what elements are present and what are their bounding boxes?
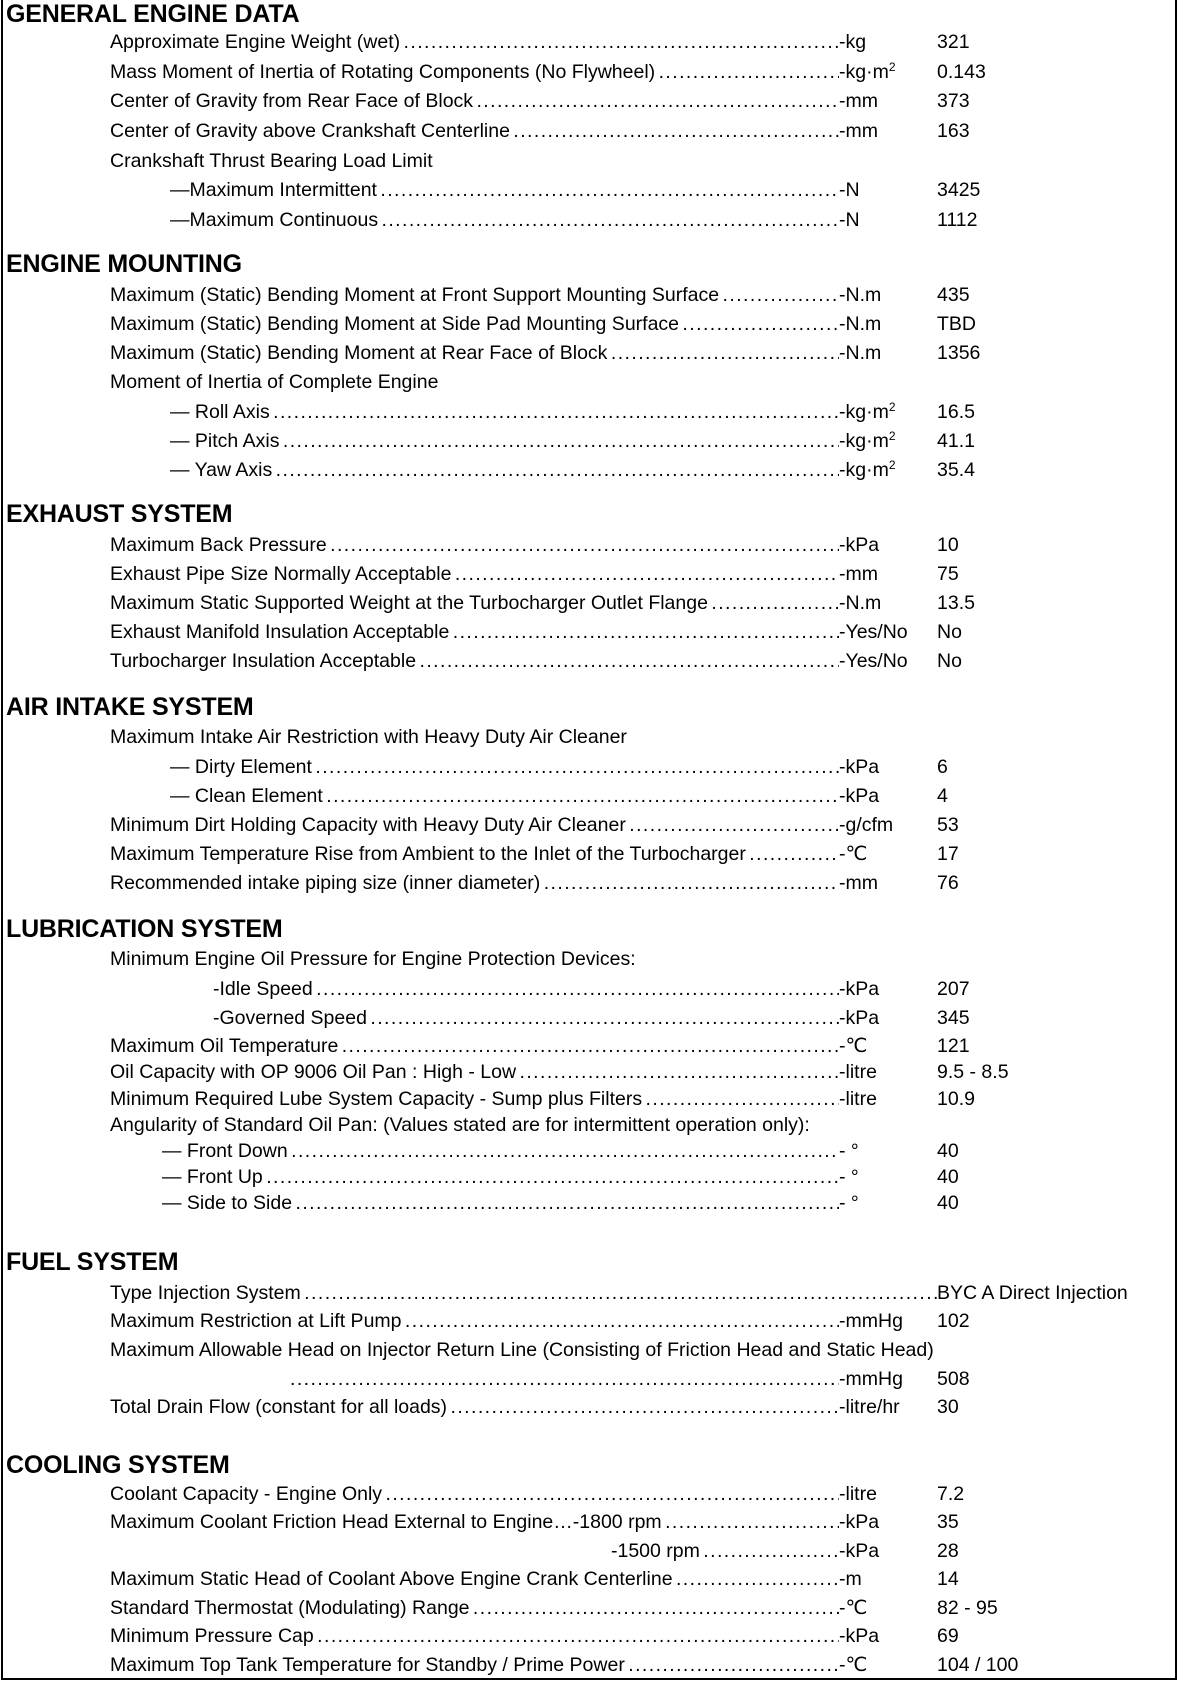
spec-row (0, 1281, 1176, 1305)
spec-row (0, 400, 1176, 424)
spec-value: 0.143 (937, 61, 986, 83)
spec-row (0, 341, 1176, 365)
spec-value: 53 (937, 814, 959, 836)
spec-unit: -litre (839, 1483, 877, 1505)
spec-row (0, 1060, 1176, 1084)
section-title-exhaust-system: EXHAUST SYSTEM (6, 500, 233, 528)
spec-label: -Idle Speed . . . (213, 977, 839, 1001)
spec-row (0, 871, 1176, 895)
spec-row (0, 649, 1176, 673)
spec-label: Center of Gravity above Crankshaft Centerline . . . (110, 119, 839, 143)
spec-row (0, 89, 1176, 113)
spec-value: 207 (937, 978, 970, 1000)
spec-label: Maximum (Static) Bending Moment at Front Support Mounting Surface . . . (110, 283, 839, 307)
spec-unit: -N (839, 179, 860, 201)
spec-row (0, 149, 1176, 173)
spec-label: Moment of Inertia of Complete Engine (110, 371, 439, 393)
spec-label: Crankshaft Thrust Bearing Load Limit (110, 150, 433, 172)
spec-label: Mass Moment of Inertia of Rotating Components (No Flywheel) . . . (110, 60, 839, 84)
spec-unit: - ° (839, 1140, 859, 1162)
spec-unit: $-kg\cdot m^2$ (839, 429, 896, 452)
spec-value: 3425 (937, 179, 981, 201)
spec-row (0, 1510, 1176, 1534)
spec-label: — Roll Axis . . . (170, 400, 839, 424)
spec-row (0, 429, 1176, 453)
spec-value: 121 (937, 1035, 970, 1057)
spec-label: Oil Capacity with OP 9006 Oil Pan : High - Low . . . (110, 1060, 839, 1084)
spec-label: Maximum Top Tank Temperature for Standby / Prime Power . . . (110, 1653, 839, 1677)
spec-unit: -kPa (839, 785, 880, 807)
spec-value: 40 (937, 1192, 959, 1214)
spec-unit: - ° (839, 1166, 859, 1188)
spec-label: —Maximum Continuous . . . (170, 208, 839, 232)
spec-unit: -mmHg (839, 1368, 903, 1390)
spec-row (0, 1539, 1176, 1563)
spec-unit: -kPa (839, 756, 880, 778)
spec-label: Exhaust Manifold Insulation Acceptable . . . (110, 620, 839, 644)
spec-value: No (937, 650, 962, 672)
spec-row (0, 620, 1176, 644)
section-title-general-engine-data: GENERAL ENGINE DATA (6, 0, 300, 28)
spec-unit: -℃ (839, 1654, 868, 1676)
spec-label: Total Drain Flow (constant for all loads) . . . (110, 1395, 839, 1419)
spec-value: 17 (937, 843, 959, 865)
spec-label: Exhaust Pipe Size Normally Acceptable . . . (110, 562, 839, 586)
spec-row (0, 1113, 1176, 1137)
spec-label: Standard Thermostat (Modulating) Range . . . (110, 1596, 839, 1620)
spec-value: 435 (937, 284, 970, 306)
spec-row (0, 1367, 1176, 1391)
spec-value: 75 (937, 563, 959, 585)
spec-value: 30 (937, 1396, 959, 1418)
spec-value: 10 (937, 534, 959, 556)
spec-unit: -kPa (839, 1511, 880, 1533)
spec-row (0, 562, 1176, 586)
spec-unit: $-kg\cdot m^2$ (839, 400, 896, 423)
spec-value: 9.5 - 8.5 (937, 1061, 1009, 1083)
spec-label: Maximum (Static) Bending Moment at Rear Face of Block . . . (110, 341, 839, 365)
spec-row (0, 1309, 1176, 1333)
spec-row (0, 60, 1176, 84)
spec-row (0, 784, 1176, 808)
spec-value: 76 (937, 872, 959, 894)
spec-label: Maximum Coolant Friction Head External to Engine…-1800 rpm . . . (110, 1510, 839, 1534)
spec-unit: -litre (839, 1061, 877, 1083)
spec-unit: -g/cfm (839, 814, 894, 836)
spec-label: Minimum Engine Oil Pressure for Engine Protection Devices: (110, 948, 636, 970)
spec-unit: -mm (839, 120, 878, 142)
section-title-engine-mounting: ENGINE MOUNTING (6, 250, 242, 278)
spec-value: 102 (937, 1310, 970, 1332)
spec-row (0, 1087, 1176, 1111)
spec-value: 40 (937, 1166, 959, 1188)
section-title-lubrication-system: LUBRICATION SYSTEM (6, 915, 283, 943)
spec-unit: -mm (839, 90, 878, 112)
spec-label: Maximum Restriction at Lift Pump . . . (110, 1309, 839, 1333)
spec-row (0, 178, 1176, 202)
spec-value: 345 (937, 1007, 970, 1029)
spec-value: 163 (937, 120, 970, 142)
spec-unit: -℃ (839, 1035, 868, 1057)
spec-label: Approximate Engine Weight (wet) . . . (110, 30, 839, 54)
spec-row (0, 591, 1176, 615)
spec-row (0, 1653, 1176, 1677)
spec-row (0, 755, 1176, 779)
spec-row (0, 725, 1176, 749)
spec-row (0, 1139, 1176, 1163)
spec-row (0, 119, 1176, 143)
spec-value: 6 (937, 756, 948, 778)
spec-label: Maximum Static Head of Coolant Above Engine Crank Centerline . . . (110, 1567, 839, 1591)
spec-unit: -kg (839, 31, 867, 53)
spec-value: 35 (937, 1511, 959, 1533)
section-title-air-intake-system: AIR INTAKE SYSTEM (6, 693, 254, 721)
spec-label: — Side to Side . . . (162, 1191, 839, 1215)
spec-unit: -N.m (839, 313, 882, 335)
spec-row (0, 1395, 1176, 1419)
spec-unit: -N.m (839, 342, 882, 364)
spec-label: Type Injection System . . . (110, 1281, 937, 1305)
spec-label: Recommended intake piping size (inner diameter) . . . (110, 871, 839, 895)
spec-unit: -litre (839, 1088, 877, 1110)
spec-row (0, 842, 1176, 866)
spec-value: 508 (937, 1368, 970, 1390)
spec-row (0, 813, 1176, 837)
spec-value: No (937, 621, 962, 643)
spec-unit: $-kg\cdot m^2$ (839, 60, 896, 83)
spec-unit: -kPa (839, 534, 880, 556)
spec-row (0, 1338, 1176, 1362)
spec-unit: -℃ (839, 1597, 868, 1619)
spec-unit: -℃ (839, 843, 868, 865)
spec-row (0, 977, 1176, 1001)
spec-row (0, 1567, 1176, 1591)
spec-label: Minimum Dirt Holding Capacity with Heavy Duty Air Cleaner . . . (110, 813, 839, 837)
spec-value: 69 (937, 1625, 959, 1647)
spec-label: Coolant Capacity - Engine Only . . . (110, 1482, 839, 1506)
spec-unit: $-kg\cdot m^2$ (839, 458, 896, 481)
spec-row (0, 1165, 1176, 1189)
spec-label: —Maximum Intermittent . . . (170, 178, 839, 202)
spec-label: Center of Gravity from Rear Face of Block . . . (110, 89, 839, 113)
spec-value: 82 - 95 (937, 1597, 998, 1619)
spec-unit: -litre/hr (839, 1396, 900, 1418)
spec-row (0, 1034, 1176, 1058)
spec-label: — Pitch Axis . . . (170, 429, 839, 453)
spec-value: 35.4 (937, 459, 975, 481)
spec-value: 40 (937, 1140, 959, 1162)
spec-row (0, 30, 1176, 54)
spec-unit: - ° (839, 1192, 859, 1214)
spec-value: 104 / 100 (937, 1654, 1019, 1676)
spec-value: 7.2 (937, 1483, 965, 1505)
spec-label: Angularity of Standard Oil Pan: (Values stated are for intermittent operation only): (110, 1114, 810, 1136)
spec-unit: -kPa (839, 1625, 880, 1647)
spec-row (0, 1596, 1176, 1620)
spec-row (0, 312, 1176, 336)
spec-row (0, 1624, 1176, 1648)
spec-row (0, 208, 1176, 232)
spec-unit: -kPa (839, 1540, 880, 1562)
spec-row (0, 370, 1176, 394)
spec-value: 13.5 (937, 592, 975, 614)
spec-row (0, 1191, 1176, 1215)
spec-label: Turbocharger Insulation Acceptable . . . (110, 649, 839, 673)
spec-label: Maximum Temperature Rise from Ambient to the Inlet of the Turbocharger . . . (110, 842, 839, 866)
spec-label: Maximum Oil Temperature . . . (110, 1034, 839, 1058)
spec-label: Maximum Allowable Head on Injector Return Line (Consisting of Friction Head and Static Head) (110, 1339, 934, 1361)
spec-label: -Governed Speed . . . (213, 1006, 839, 1030)
spec-value: 1112 (937, 209, 978, 231)
spec-unit: -Yes/No (839, 650, 908, 672)
spec-unit: -N (839, 209, 860, 231)
spec-label: Maximum Static Supported Weight at the Turbocharger Outlet Flange . . . (110, 591, 839, 615)
spec-value: 10.9 (937, 1088, 975, 1110)
spec-unit: -mmHg (839, 1310, 903, 1332)
section-title-cooling-system: COOLING SYSTEM (6, 1451, 230, 1479)
spec-value: 373 (937, 90, 970, 112)
spec-value: BYC A Direct Injection (937, 1282, 1128, 1304)
spec-value: 28 (937, 1540, 959, 1562)
spec-unit: -kPa (839, 978, 880, 1000)
spec-unit: -mm (839, 563, 878, 585)
spec-row (0, 1482, 1176, 1506)
spec-label: Maximum Intake Air Restriction with Heavy Duty Air Cleaner (110, 726, 627, 748)
spec-label: — Yaw Axis . . . (170, 458, 839, 482)
spec-row (0, 458, 1176, 482)
spec-value: 41.1 (937, 430, 975, 452)
spec-label: -1500 rpm . . . (611, 1539, 839, 1563)
spec-label: Minimum Pressure Cap . . . (110, 1624, 839, 1648)
spec-row (0, 283, 1176, 307)
spec-unit: -N.m (839, 284, 882, 306)
spec-value: 321 (937, 31, 970, 53)
spec-unit: -kPa (839, 1007, 880, 1029)
spec-label: Maximum (Static) Bending Moment at Side Pad Mounting Surface . . . (110, 312, 839, 336)
spec-value: 14 (937, 1568, 959, 1590)
spec-value: 4 (937, 785, 948, 807)
spec-label: — Dirty Element . . . (170, 755, 839, 779)
spec-value: TBD (937, 313, 976, 335)
spec-label: — Clean Element . . . (170, 784, 839, 808)
spec-label: Minimum Required Lube System Capacity - Sump plus Filters . . . (110, 1087, 839, 1111)
spec-row (0, 533, 1176, 557)
section-title-fuel-system: FUEL SYSTEM (6, 1248, 179, 1276)
spec-label: — Front Up . . . (162, 1165, 839, 1189)
spec-label: — Front Down . . . (162, 1139, 839, 1163)
spec-unit: -m (839, 1568, 862, 1590)
spec-unit: -N.m (839, 592, 882, 614)
spec-row (0, 947, 1176, 971)
spec-unit: -mm (839, 872, 878, 894)
spec-value: 16.5 (937, 401, 975, 423)
spec-unit: -Yes/No (839, 621, 908, 643)
spec-value: 1356 (937, 342, 981, 364)
spec-label (290, 1367, 839, 1391)
spec-label: Maximum Back Pressure . . . (110, 533, 839, 557)
spec-row (0, 1006, 1176, 1030)
